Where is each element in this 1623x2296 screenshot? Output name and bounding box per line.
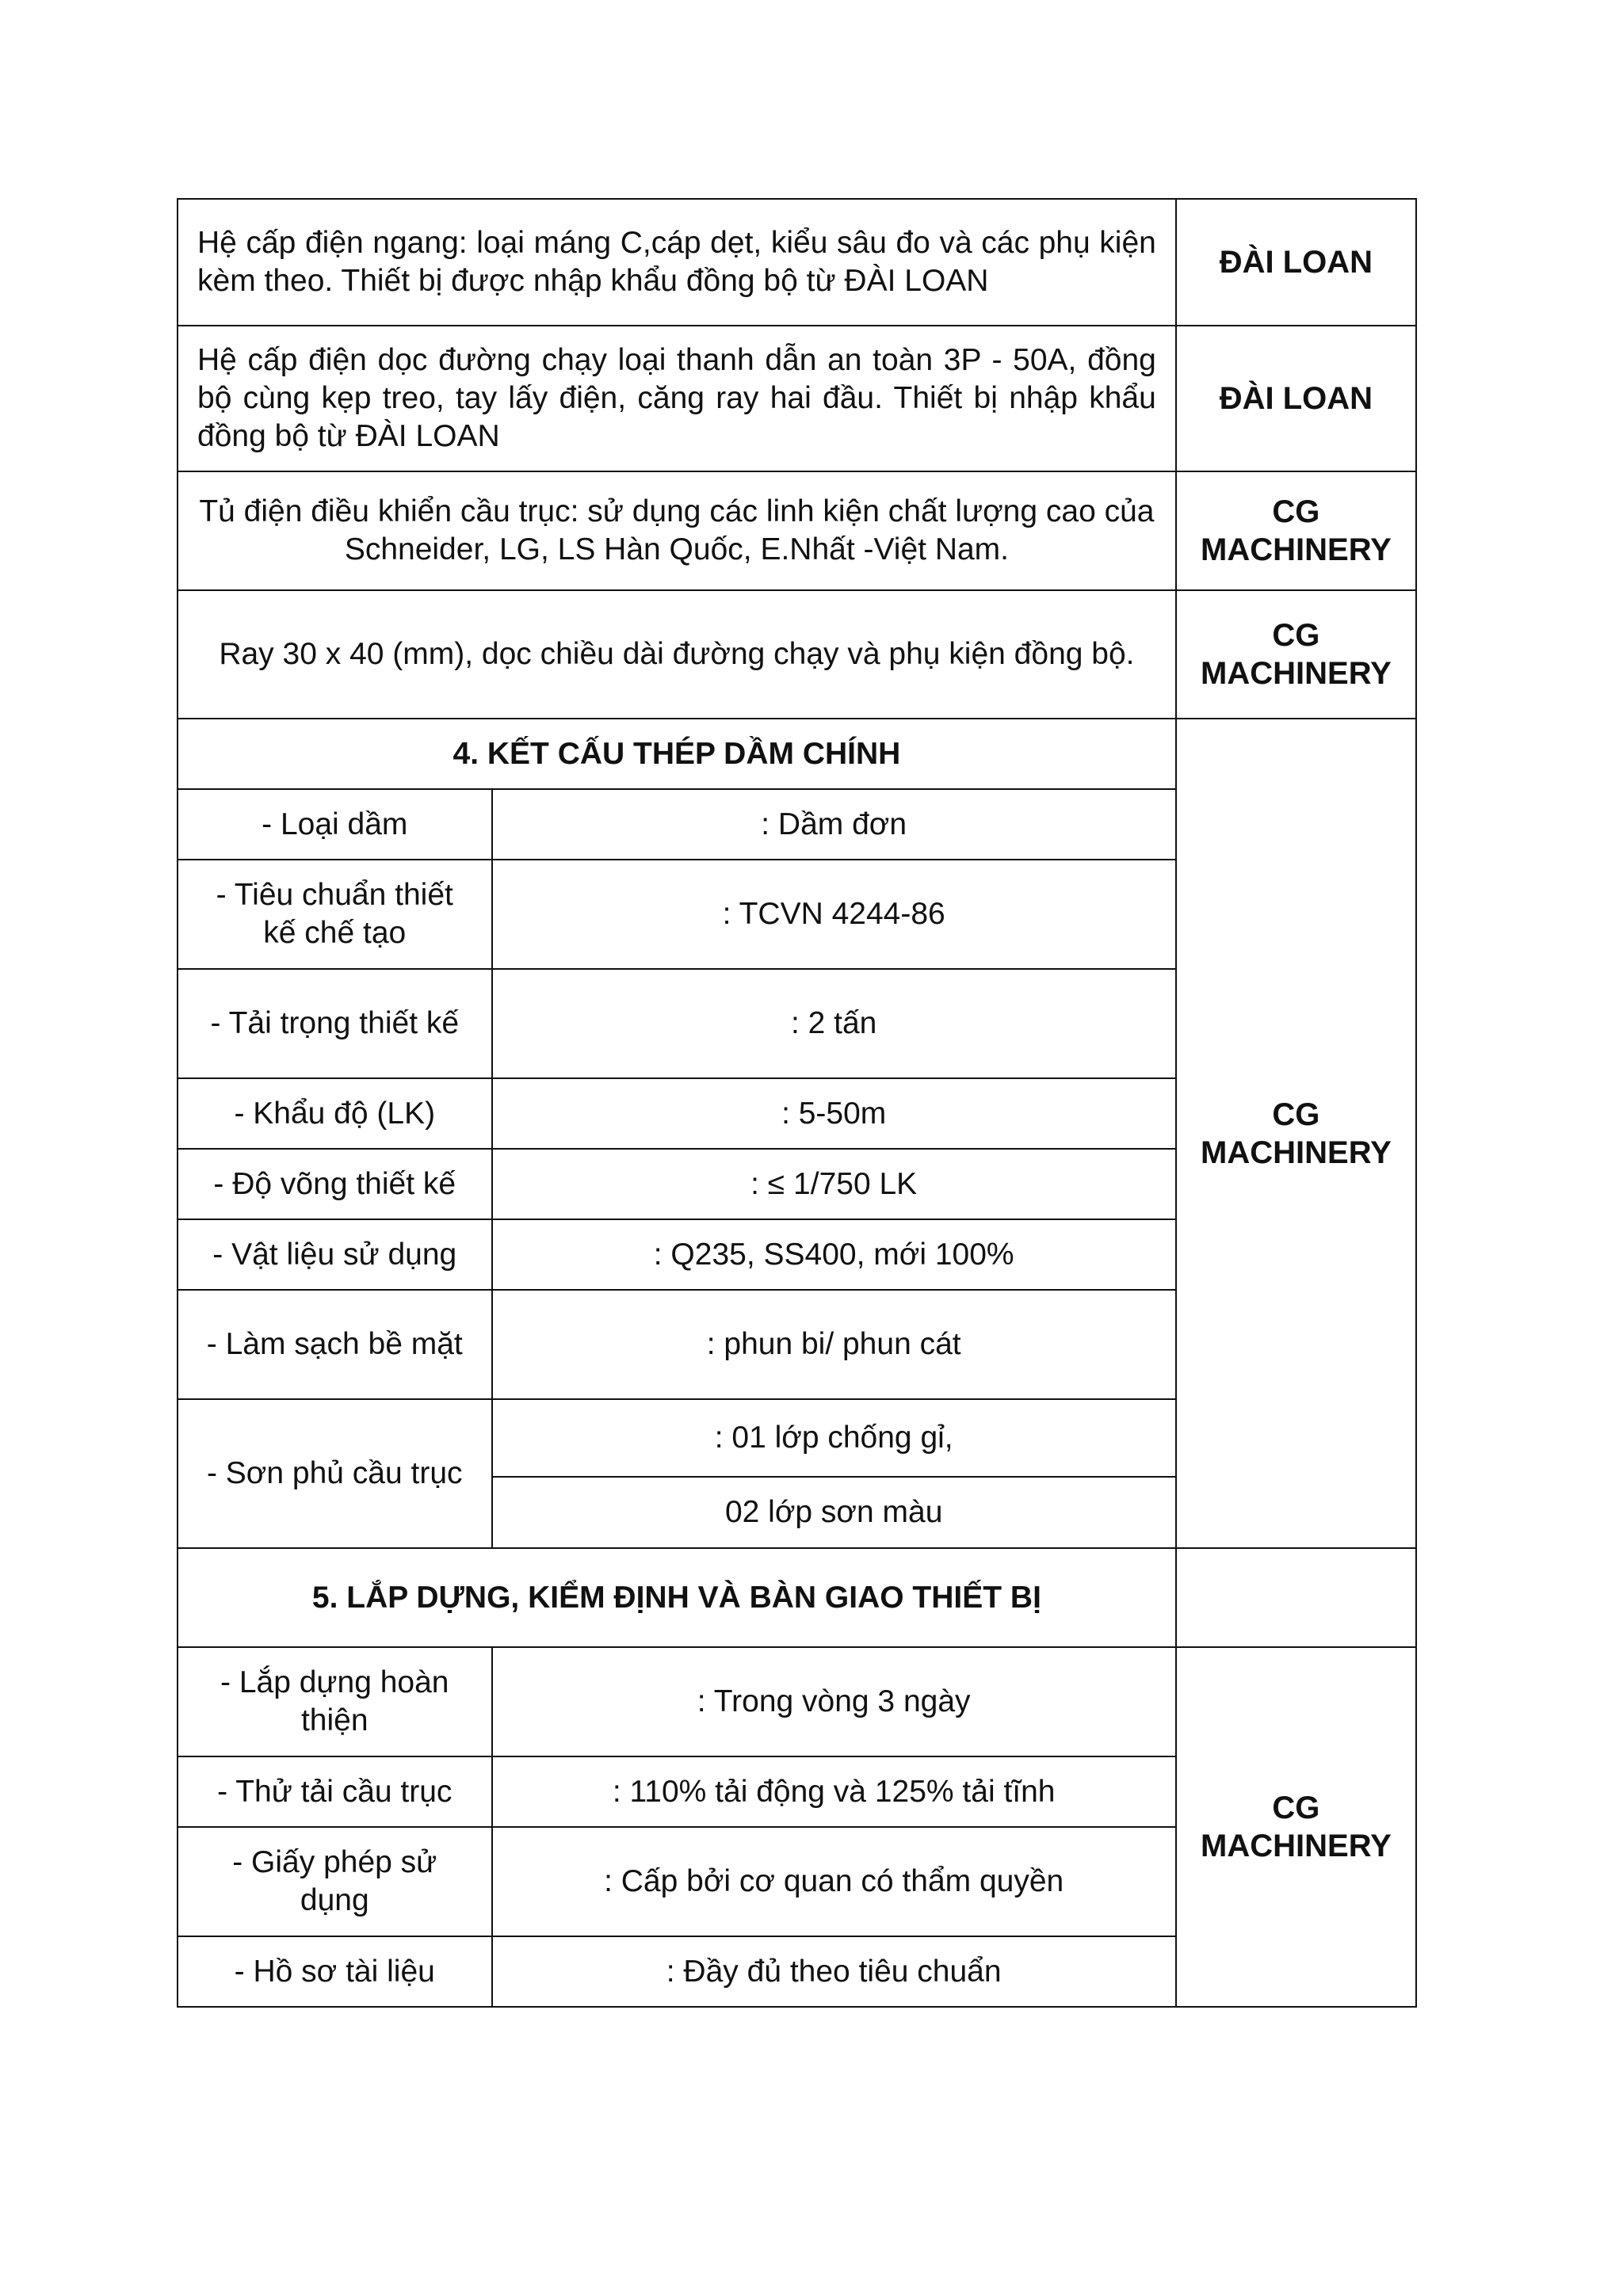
origin-text: CG — [1272, 1791, 1320, 1825]
spec-description: Hệ cấp điện dọc đường chạy loại thanh dẫn an toàn 3P - 50A, đồng bộ cùng kẹp treo, tay lấy điện, căng ray hai đầu. Thiết bị nhập khẩu đồng bộ từ ĐÀI LOAN — [178, 326, 1176, 471]
spec-value: : 2 tấn — [492, 969, 1176, 1078]
spec-label: - Thử tải cầu trục — [178, 1756, 492, 1827]
section-header-steel-girder — [178, 719, 1416, 789]
spec-value: : ≤ 1/750 LK — [492, 1149, 1176, 1219]
document-page — [177, 198, 1417, 2008]
spec-label: - Loại dầm — [178, 789, 492, 860]
spec-label: - Lắp dựng hoàn thiện — [178, 1647, 492, 1756]
spec-value: : Q235, SS400, mới 100% — [492, 1219, 1176, 1290]
spec-label: - Tải trọng thiết kế — [178, 969, 492, 1078]
spec-description: Ray 30 x 40 (mm), dọc chiều dài đường chạy và phụ kiện đồng bộ. — [178, 590, 1176, 719]
spec-value: : 5-50m — [492, 1078, 1176, 1149]
origin-cell — [1176, 471, 1416, 590]
spec-value: 02 lớp sơn màu — [492, 1477, 1176, 1548]
spec-value: : Cấp bởi cơ quan có thẩm quyền — [492, 1827, 1176, 1936]
spec-value: : 01 lớp chống gỉ, — [492, 1399, 1176, 1477]
spec-description: Tủ điện điều khiển cầu trục: sử dụng các linh kiện chất lượng cao của Schneider, LG, LS Hàn Quốc, E.Nhất -Việt Nam. — [178, 471, 1176, 590]
spec-value: : phun bi/ phun cát — [492, 1290, 1176, 1399]
section-title: 5. LẮP DỰNG, KIỂM ĐỊNH VÀ BÀN GIAO THIẾT BỊ — [178, 1548, 1176, 1647]
origin-text: MACHINERY — [1201, 1135, 1392, 1170]
spec-label: - Độ võng thiết kế — [178, 1149, 492, 1219]
spec-row-control-cabinet — [178, 471, 1416, 590]
spec-label: - Khẩu độ (LK) — [178, 1078, 492, 1149]
spec-value: : Dầm đơn — [492, 789, 1176, 860]
spec-label: - Làm sạch bề mặt — [178, 1290, 492, 1399]
spec-value: : 110% tải động và 125% tải tĩnh — [492, 1756, 1176, 1827]
spec-label: - Giấy phép sử dụng — [178, 1827, 492, 1936]
section-header-installation — [178, 1548, 1416, 1647]
origin-text: MACHINERY — [1201, 656, 1392, 691]
spec-row-rail — [178, 590, 1416, 719]
origin-text: MACHINERY — [1201, 1829, 1392, 1863]
spec-value: : Trong vòng 3 ngày — [492, 1647, 1176, 1756]
origin-cell — [1176, 1647, 1416, 2007]
section-title: 4. KẾT CẤU THÉP DẦM CHÍNH — [178, 719, 1176, 789]
origin-cell — [1176, 719, 1416, 1548]
origin-cell — [1176, 326, 1416, 471]
origin-text: ĐÀI LOAN — [1219, 381, 1373, 416]
spec-value: : TCVN 4244-86 — [492, 860, 1176, 969]
origin-text: CG — [1272, 494, 1320, 529]
origin-text: MACHINERY — [1201, 532, 1392, 567]
spec-value: : Đầy đủ theo tiêu chuẩn — [492, 1936, 1176, 2007]
origin-cell — [1176, 590, 1416, 719]
spec-label: - Tiêu chuẩn thiết kế chế tạo — [178, 860, 492, 969]
spec-row — [178, 1647, 1416, 1756]
spec-label: - Hồ sơ tài liệu — [178, 1936, 492, 2007]
spec-description: Hệ cấp điện ngang: loại máng C,cáp dẹt, kiểu sâu đo và các phụ kiện kèm theo. Thiết bị được nhập khẩu đồng bộ từ ĐÀI LOAN — [178, 199, 1176, 326]
spec-label: - Vật liệu sử dụng — [178, 1219, 492, 1290]
origin-text: ĐÀI LOAN — [1219, 245, 1373, 280]
origin-text: CG — [1272, 1097, 1320, 1132]
spec-label: - Sơn phủ cầu trục — [178, 1399, 492, 1548]
empty-origin-cell — [1176, 1548, 1416, 1647]
origin-cell — [1176, 199, 1416, 326]
origin-text: CG — [1272, 618, 1320, 653]
spec-row-horizontal-power — [178, 199, 1416, 326]
spec-row-longitudinal-power — [178, 326, 1416, 471]
equipment-spec-table — [177, 198, 1417, 2008]
